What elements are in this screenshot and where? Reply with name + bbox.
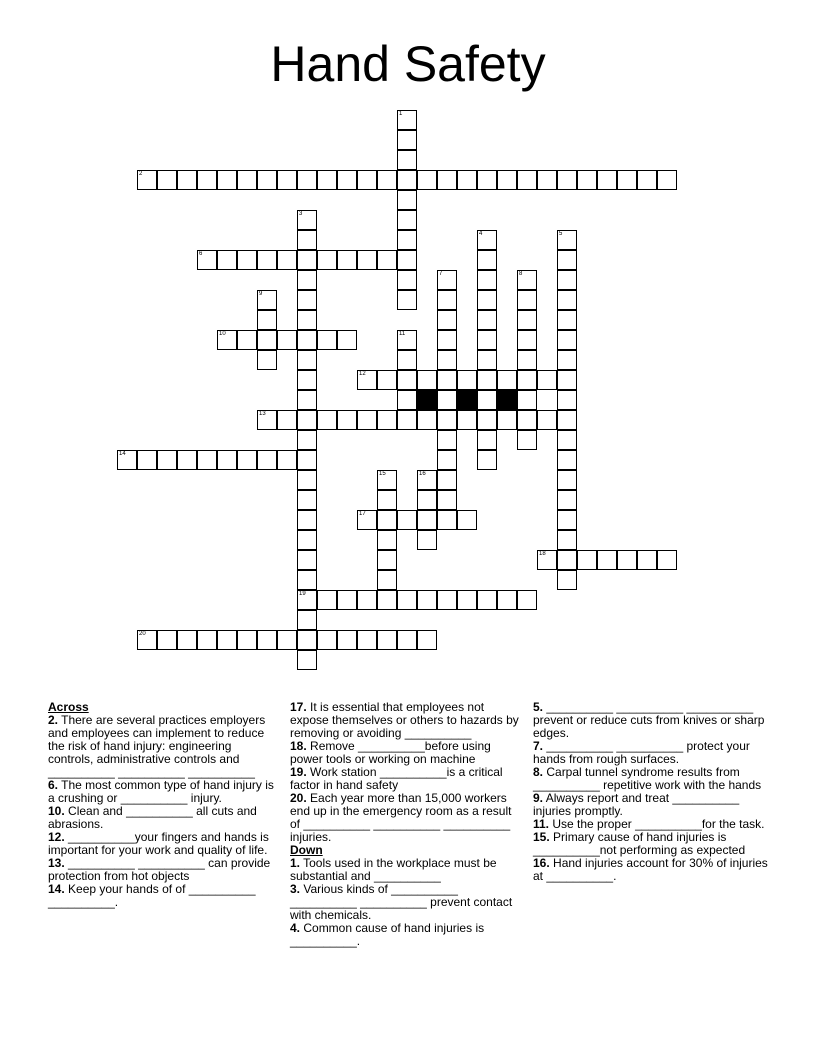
clue-text: It is essential that employees not expose themselves or others to hazards by removing or avoiding __________: [290, 700, 519, 740]
grid-cell[interactable]: [397, 270, 417, 290]
grid-cell[interactable]: [617, 550, 637, 570]
grid-cell[interactable]: [517, 270, 537, 290]
grid-cell[interactable]: [217, 250, 237, 270]
grid-cell[interactable]: [477, 410, 497, 430]
grid-cell[interactable]: [537, 370, 557, 390]
grid-cell[interactable]: [477, 430, 497, 450]
grid-cell[interactable]: [377, 590, 397, 610]
grid-cell[interactable]: [297, 530, 317, 550]
grid-cell[interactable]: [457, 170, 477, 190]
grid-cell[interactable]: [277, 630, 297, 650]
grid-cell[interactable]: [437, 510, 457, 530]
clue-item: [533, 740, 769, 766]
cell-number: 9: [259, 291, 263, 297]
grid-cell[interactable]: [437, 350, 457, 370]
grid-cell[interactable]: [517, 370, 537, 390]
clue-text: __________ __________ __________ prevent or reduce cuts from knives or sharp edges.: [533, 700, 765, 740]
clue-number: 16.: [533, 856, 550, 870]
cell-number: 6: [199, 251, 203, 257]
grid-cell[interactable]: [557, 230, 577, 250]
grid-cell[interactable]: [217, 630, 237, 650]
grid-cell[interactable]: [277, 450, 297, 470]
block-cell: [497, 390, 517, 410]
grid-cell[interactable]: [377, 550, 397, 570]
clue-number: 9.: [533, 791, 544, 805]
grid-cell[interactable]: [237, 250, 257, 270]
grid-cell[interactable]: [297, 470, 317, 490]
grid-cell[interactable]: [157, 630, 177, 650]
clue-item: [290, 883, 524, 922]
cell-number: 3: [299, 211, 303, 217]
grid-cell[interactable]: [417, 410, 437, 430]
grid-cell[interactable]: [557, 510, 577, 530]
grid-cell[interactable]: [477, 350, 497, 370]
clue-item: [290, 922, 524, 948]
grid-cell[interactable]: [337, 590, 357, 610]
grid-cell[interactable]: [297, 330, 317, 350]
grid-cell[interactable]: [557, 290, 577, 310]
clue-number: 11.: [533, 817, 550, 831]
grid-cell[interactable]: [197, 450, 217, 470]
grid-cell[interactable]: [437, 390, 457, 410]
grid-cell[interactable]: [217, 450, 237, 470]
grid-cell[interactable]: [397, 230, 417, 250]
clue-text: __________ __________ protect your hands from rough surfaces.: [533, 739, 750, 766]
clue-text: The most common type of hand injury is a crushing or __________ injury.: [48, 778, 274, 805]
grid-cell[interactable]: [157, 170, 177, 190]
grid-cell[interactable]: [417, 470, 437, 490]
grid-cell[interactable]: [377, 410, 397, 430]
grid-cell[interactable]: [557, 450, 577, 470]
grid-cell[interactable]: [637, 550, 657, 570]
grid-cell[interactable]: [297, 650, 317, 670]
cell-number: 17: [359, 511, 366, 517]
grid-cell[interactable]: [177, 170, 197, 190]
grid-cell[interactable]: [477, 250, 497, 270]
grid-cell[interactable]: [397, 150, 417, 170]
grid-cell[interactable]: [317, 250, 337, 270]
grid-cell[interactable]: [397, 210, 417, 230]
clue-item: [533, 792, 769, 818]
grid-cell[interactable]: [297, 390, 317, 410]
cell-number: 7: [439, 271, 443, 277]
clue-item: [533, 766, 769, 792]
clue-number: 1.: [290, 856, 301, 870]
clue-number: 17.: [290, 700, 307, 714]
grid-cell[interactable]: [297, 630, 317, 650]
grid-cell[interactable]: [277, 250, 297, 270]
grid-cell[interactable]: [217, 170, 237, 190]
grid-cell[interactable]: [317, 590, 337, 610]
grid-cell[interactable]: [437, 430, 457, 450]
clue-number: 5.: [533, 700, 544, 714]
grid-cell[interactable]: [297, 430, 317, 450]
grid-cell[interactable]: [497, 590, 517, 610]
clue-item: [290, 766, 524, 792]
grid-cell[interactable]: [397, 250, 417, 270]
clues-heading-down: Down: [290, 843, 323, 857]
grid-cell[interactable]: [197, 250, 217, 270]
grid-cell[interactable]: [357, 370, 377, 390]
grid-cell[interactable]: [357, 630, 377, 650]
grid-cell[interactable]: [237, 450, 257, 470]
grid-cell[interactable]: [597, 170, 617, 190]
cell-number: 14: [119, 451, 126, 457]
grid-cell[interactable]: [437, 590, 457, 610]
cell-number: 2: [139, 171, 143, 177]
clues-heading-across: Across: [48, 700, 89, 714]
cell-number: 12: [359, 371, 366, 377]
grid-cell[interactable]: [297, 230, 317, 250]
grid-cell[interactable]: [297, 170, 317, 190]
grid-cell[interactable]: [357, 510, 377, 530]
grid-cell[interactable]: [297, 590, 317, 610]
grid-cell[interactable]: [477, 370, 497, 390]
grid-cell[interactable]: [517, 290, 537, 310]
grid-cell[interactable]: [617, 170, 637, 190]
grid-cell[interactable]: [557, 350, 577, 370]
grid-cell[interactable]: [257, 170, 277, 190]
grid-cell[interactable]: [537, 410, 557, 430]
grid-cell[interactable]: [297, 570, 317, 590]
clue-item: [290, 740, 524, 766]
grid-cell[interactable]: [517, 350, 537, 370]
grid-cell[interactable]: [557, 490, 577, 510]
grid-cell[interactable]: [317, 170, 337, 190]
clue-text: Hand injuries account for 30% of injuries at __________.: [533, 856, 768, 883]
grid-cell[interactable]: [277, 410, 297, 430]
grid-cell[interactable]: [297, 550, 317, 570]
block-cell: [417, 390, 437, 410]
grid-cell[interactable]: [397, 390, 417, 410]
clue-number: 8.: [533, 765, 544, 779]
grid-cell[interactable]: [177, 450, 197, 470]
grid-cell[interactable]: [337, 170, 357, 190]
grid-cell[interactable]: [517, 170, 537, 190]
cell-number: 13: [259, 411, 266, 417]
grid-cell[interactable]: [237, 170, 257, 190]
grid-cell[interactable]: [437, 170, 457, 190]
clue-number: 2.: [48, 713, 59, 727]
clue-text: Various kinds of __________ __________ __________ prevent contact with chemicals.: [290, 882, 513, 922]
grid-cell[interactable]: [497, 170, 517, 190]
grid-cell[interactable]: [477, 290, 497, 310]
grid-cell[interactable]: [657, 550, 677, 570]
clue-item: [48, 805, 280, 831]
grid-cell[interactable]: [297, 210, 317, 230]
grid-cell[interactable]: [397, 590, 417, 610]
clue-text: __________your fingers and hands is important for your work and quality of life.: [48, 830, 269, 857]
clue-item: [48, 779, 280, 805]
clue-text: Always report and treat __________ injuries promptly.: [533, 791, 740, 818]
grid-cell[interactable]: [257, 330, 277, 350]
cell-number: 5: [559, 231, 563, 237]
block-cell: [457, 390, 477, 410]
grid-cell[interactable]: [297, 510, 317, 530]
clue-number: 13.: [48, 856, 65, 870]
clue-number: 15.: [533, 830, 550, 844]
clue-number: 20.: [290, 791, 307, 805]
grid-cell[interactable]: [457, 590, 477, 610]
grid-cell[interactable]: [297, 370, 317, 390]
cell-number: 20: [139, 631, 146, 637]
cell-number: 19: [299, 591, 306, 597]
clue-item: [48, 831, 280, 857]
grid-cell[interactable]: [357, 590, 377, 610]
grid-cell[interactable]: [457, 370, 477, 390]
grid-cell[interactable]: [417, 370, 437, 390]
grid-cell[interactable]: [417, 530, 437, 550]
grid-cell[interactable]: [277, 170, 297, 190]
grid-cell[interactable]: [657, 170, 677, 190]
grid-cell[interactable]: [357, 250, 377, 270]
grid-cell[interactable]: [397, 170, 417, 190]
grid-cell[interactable]: [197, 170, 217, 190]
grid-cell[interactable]: [557, 470, 577, 490]
grid-cell[interactable]: [437, 330, 457, 350]
grid-cell[interactable]: [557, 370, 577, 390]
page-title: Hand Safety: [270, 36, 546, 92]
clue-item: [290, 701, 524, 740]
grid-cell[interactable]: [317, 630, 337, 650]
grid-cell[interactable]: [557, 270, 577, 290]
clue-number: 10.: [48, 804, 65, 818]
grid-cell[interactable]: [437, 270, 457, 290]
grid-cell[interactable]: [297, 290, 317, 310]
grid-cell[interactable]: [557, 410, 577, 430]
grid-cell[interactable]: [297, 450, 317, 470]
cell-number: 18: [539, 551, 546, 557]
grid-cell[interactable]: [137, 630, 157, 650]
grid-cell[interactable]: [257, 410, 277, 430]
grid-cell[interactable]: [437, 450, 457, 470]
grid-cell[interactable]: [297, 490, 317, 510]
grid-cell[interactable]: [337, 410, 357, 430]
grid-cell[interactable]: [417, 630, 437, 650]
grid-cell[interactable]: [517, 330, 537, 350]
grid-cell[interactable]: [197, 630, 217, 650]
clues-column-2: [290, 701, 524, 948]
grid-cell[interactable]: [377, 250, 397, 270]
grid-cell[interactable]: [557, 430, 577, 450]
grid-cell[interactable]: [297, 270, 317, 290]
grid-cell[interactable]: [517, 590, 537, 610]
clue-item: [533, 857, 769, 883]
clue-item: [290, 857, 524, 883]
grid-cell[interactable]: [257, 250, 277, 270]
grid-cell[interactable]: [397, 410, 417, 430]
clue-number: 19.: [290, 765, 307, 779]
cell-number: 16: [419, 471, 426, 477]
grid-cell[interactable]: [497, 370, 517, 390]
grid-cell[interactable]: [317, 410, 337, 430]
grid-cell[interactable]: [297, 250, 317, 270]
grid-cell[interactable]: [517, 410, 537, 430]
grid-cell[interactable]: [397, 330, 417, 350]
grid-cell[interactable]: [337, 250, 357, 270]
grid-cell[interactable]: [637, 170, 657, 190]
grid-cell[interactable]: [297, 350, 317, 370]
grid-cell[interactable]: [477, 590, 497, 610]
grid-cell[interactable]: [377, 570, 397, 590]
grid-cell[interactable]: [577, 550, 597, 570]
grid-cell[interactable]: [397, 630, 417, 650]
grid-cell[interactable]: [557, 250, 577, 270]
grid-cell[interactable]: [257, 350, 277, 370]
grid-cell[interactable]: [357, 410, 377, 430]
clue-text: Keep your hands of of __________ __________.: [48, 882, 256, 909]
grid-cell[interactable]: [457, 510, 477, 530]
clues-column-3: [533, 701, 769, 883]
clue-number: 18.: [290, 739, 307, 753]
clue-text: Primary cause of hand injuries is __________not performing as expected: [533, 830, 746, 857]
clue-item: [533, 831, 769, 857]
grid-cell[interactable]: [377, 530, 397, 550]
grid-cell[interactable]: [337, 630, 357, 650]
grid-cell[interactable]: [137, 170, 157, 190]
grid-cell[interactable]: [257, 450, 277, 470]
grid-cell[interactable]: [397, 130, 417, 150]
grid-cell[interactable]: [397, 350, 417, 370]
cell-number: 10: [219, 331, 226, 337]
grid-cell[interactable]: [497, 410, 517, 430]
grid-cell[interactable]: [537, 550, 557, 570]
clue-text: Each year more than 15,000 workers end up in the emergency room as a result of __________ __________ __________ injuries.: [290, 791, 512, 844]
grid-cell[interactable]: [137, 450, 157, 470]
grid-cell[interactable]: [477, 310, 497, 330]
grid-cell[interactable]: [437, 290, 457, 310]
grid-cell[interactable]: [477, 450, 497, 470]
grid-cell[interactable]: [377, 490, 397, 510]
grid-cell[interactable]: [517, 430, 537, 450]
grid-cell[interactable]: [397, 510, 417, 530]
grid-cell[interactable]: [237, 330, 257, 350]
clue-text: Tools used in the workplace must be substantial and __________: [290, 856, 497, 883]
grid-cell[interactable]: [477, 230, 497, 250]
grid-cell[interactable]: [477, 330, 497, 350]
clue-item: [48, 857, 280, 883]
grid-cell[interactable]: [417, 490, 437, 510]
grid-cell[interactable]: [397, 110, 417, 130]
clue-number: 3.: [290, 882, 301, 896]
clue-item: [290, 792, 524, 844]
clue-text: Use the proper __________for the task.: [549, 817, 765, 831]
grid-cell[interactable]: [297, 610, 317, 630]
clue-text: Carpal tunnel syndrome results from __________ repetitive work with the hands: [533, 765, 762, 792]
clue-item: [48, 714, 280, 779]
grid-cell[interactable]: [377, 630, 397, 650]
cell-number: 1: [399, 111, 403, 117]
grid-cell[interactable]: [177, 630, 197, 650]
clue-text: There are several practices employers and employees can implement to reduce the risk of hand injury: engineering controls, administrative controls and __________ __________ __________: [48, 713, 266, 779]
grid-cell[interactable]: [417, 510, 437, 530]
clue-item: [533, 701, 769, 740]
grid-cell[interactable]: [437, 410, 457, 430]
grid-cell[interactable]: [437, 370, 457, 390]
grid-cell[interactable]: [557, 550, 577, 570]
grid-cell[interactable]: [297, 410, 317, 430]
grid-cell[interactable]: [437, 310, 457, 330]
grid-cell[interactable]: [337, 330, 357, 350]
grid-cell[interactable]: [437, 470, 457, 490]
grid-cell[interactable]: [597, 550, 617, 570]
grid-cell[interactable]: [217, 330, 237, 350]
clue-number: 14.: [48, 882, 65, 896]
grid-cell[interactable]: [477, 170, 497, 190]
grid-cell[interactable]: [377, 170, 397, 190]
grid-cell[interactable]: [277, 330, 297, 350]
grid-cell[interactable]: [557, 170, 577, 190]
grid-cell[interactable]: [317, 330, 337, 350]
clue-text: Remove __________before using power tools or working on machine: [290, 739, 491, 766]
cell-number: 8: [519, 271, 523, 277]
grid-cell[interactable]: [557, 330, 577, 350]
grid-cell[interactable]: [557, 530, 577, 550]
clues-column-1: [48, 701, 280, 909]
grid-cell[interactable]: [437, 490, 457, 510]
grid-cell[interactable]: [457, 410, 477, 430]
grid-cell[interactable]: [397, 290, 417, 310]
clue-number: 6.: [48, 778, 59, 792]
clue-item: [48, 883, 280, 909]
grid-cell[interactable]: [537, 170, 557, 190]
grid-cell[interactable]: [297, 310, 317, 330]
cell-number: 4: [479, 231, 483, 237]
grid-cell[interactable]: [257, 290, 277, 310]
grid-cell[interactable]: [417, 590, 437, 610]
grid-cell[interactable]: [477, 390, 497, 410]
clue-number: 7.: [533, 739, 544, 753]
clue-number: 12.: [48, 830, 65, 844]
grid-cell[interactable]: [117, 450, 137, 470]
grid-cell[interactable]: [397, 190, 417, 210]
grid-cell[interactable]: [557, 310, 577, 330]
grid-cell[interactable]: [517, 310, 537, 330]
clue-number: 4.: [290, 921, 301, 935]
grid-cell[interactable]: [377, 370, 397, 390]
grid-cell[interactable]: [257, 310, 277, 330]
grid-cell[interactable]: [577, 170, 597, 190]
grid-cell[interactable]: [557, 390, 577, 410]
grid-cell[interactable]: [397, 370, 417, 390]
clue-text: __________ __________ can provide protection from hot objects: [48, 856, 271, 883]
grid-cell[interactable]: [257, 630, 277, 650]
grid-cell[interactable]: [237, 630, 257, 650]
cell-number: 11: [399, 331, 406, 337]
cell-number: 15: [379, 471, 386, 477]
grid-cell[interactable]: [557, 570, 577, 590]
grid-cell[interactable]: [377, 470, 397, 490]
clue-text: Work station __________is a critical factor in hand safety: [290, 765, 503, 792]
clue-text: Clean and __________ all cuts and abrasions.: [48, 804, 257, 831]
clue-text: Common cause of hand injuries is __________.: [290, 921, 485, 948]
grid-cell[interactable]: [377, 510, 397, 530]
grid-cell[interactable]: [417, 170, 437, 190]
grid-cell[interactable]: [477, 270, 497, 290]
grid-cell[interactable]: [357, 170, 377, 190]
grid-cell[interactable]: [517, 390, 537, 410]
grid-cell[interactable]: [157, 450, 177, 470]
